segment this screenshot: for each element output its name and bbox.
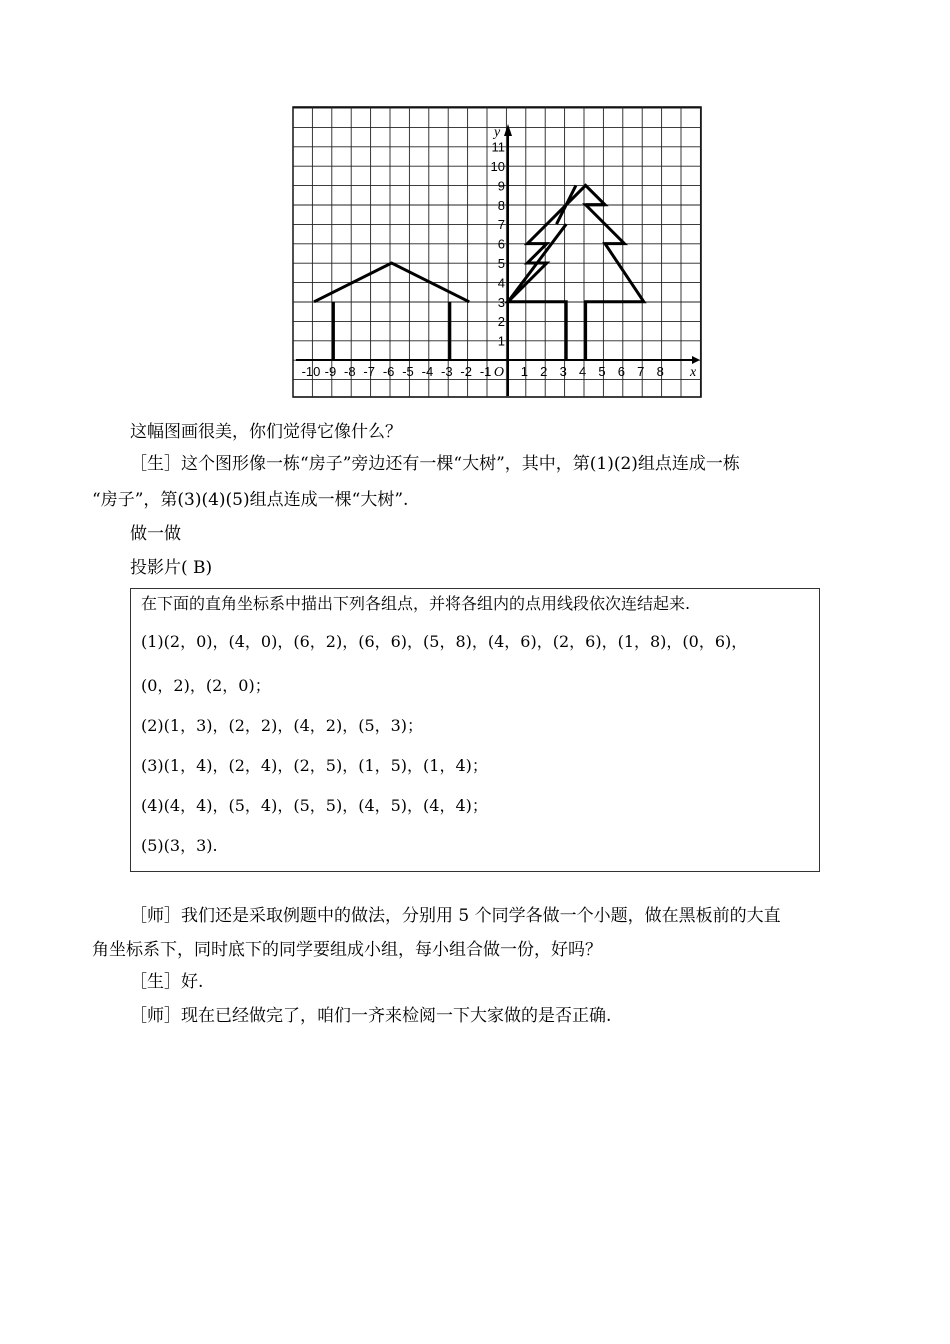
exercise-group-1-cont: (0，2)，(2，0)； bbox=[141, 676, 271, 695]
x-tick-label: -4 bbox=[421, 364, 434, 379]
paragraph-student-answer-cont: “房子”，第(3)(4)(5)组点连成一棵“大树”. bbox=[92, 490, 409, 510]
x-tick-label: -8 bbox=[344, 364, 356, 379]
y-tick-label: 2 bbox=[497, 314, 505, 330]
paragraph-teacher-1-cont: 角坐标系下，同时底下的同学要组成小组，每小组合做一份，好吗？ bbox=[92, 940, 602, 960]
x-tick-label: 1 bbox=[520, 364, 529, 379]
coordinate-figure bbox=[292, 106, 702, 398]
x-tick-label: 7 bbox=[637, 364, 645, 379]
origin-label: O bbox=[493, 365, 504, 380]
x-axis-label: x bbox=[690, 365, 697, 380]
x-tick-label: -5 bbox=[402, 364, 414, 379]
y-tick-label: 11 bbox=[491, 139, 505, 155]
paragraph-question: 这幅图画很美，你们觉得它像什么？ bbox=[130, 422, 402, 442]
y-axis-label: y bbox=[494, 125, 501, 140]
exercise-group-3: (3)(1，4)，(2，4)，(2，5)，(1，5)，(1，4)； bbox=[141, 756, 488, 775]
y-tick-label: 5 bbox=[497, 256, 505, 271]
y-tick-label: 10 bbox=[490, 159, 505, 174]
exercise-instruction: 在下面的直角坐标系中描出下列各组点，并将各组内的点用线段依次连结起来. bbox=[141, 594, 691, 613]
x-tick-label: -9 bbox=[324, 364, 337, 379]
x-tick-label: -7 bbox=[363, 364, 375, 379]
y-tick-label: 8 bbox=[497, 197, 505, 213]
x-tick-label: 3 bbox=[559, 364, 567, 379]
x-tick-label: -2 bbox=[460, 364, 472, 379]
x-tick-label: -1 bbox=[479, 364, 492, 379]
x-tick-label: 8 bbox=[656, 364, 664, 379]
y-tick-label: 7 bbox=[497, 217, 505, 233]
x-tick-label: -10 bbox=[301, 364, 321, 379]
exercise-box bbox=[130, 588, 820, 872]
x-tick-label: 5 bbox=[598, 364, 606, 379]
drawn-shapes bbox=[314, 185, 644, 360]
exercise-group-2: (2)(1，3)，(2，2)，(4，2)，(5，3)； bbox=[141, 716, 424, 735]
x-axis-arrow bbox=[692, 356, 700, 364]
paragraph-student-answer: ［生］这个图形像一栋“房子”旁边还有一棵“大树”，其中，第(1)(2)组点连成一栋 bbox=[130, 454, 740, 474]
x-tick-label: 4 bbox=[578, 364, 587, 379]
y-tick-label: 1 bbox=[497, 333, 505, 349]
paragraph-teacher-2: ［师］现在已经做完了，咱们一齐来检阅一下大家做的是否正确. bbox=[130, 1006, 612, 1026]
y-tick-label: 9 bbox=[497, 178, 505, 194]
y-tick-label: 6 bbox=[497, 236, 505, 252]
slide-label: 投影片( B) bbox=[130, 558, 213, 578]
exercise-group-5: (5)(3，3). bbox=[141, 836, 218, 855]
y-tick-label: 3 bbox=[497, 294, 505, 310]
y-axis-arrow bbox=[504, 124, 512, 136]
exercise-group-1: (1)(2，0)，(4，0)，(6，2)，(6，6)，(5，8)，(4，6)，(2，6)，(1，8)，(0，6)， bbox=[141, 632, 748, 651]
tick-labels bbox=[302, 125, 697, 380]
paragraph-teacher-1: ［师］我们还是采取例题中的做法，分别用 5 个同学各做一个小题，做在黑板前的大直 bbox=[130, 906, 781, 926]
heading-do-it: 做一做 bbox=[130, 524, 181, 544]
x-tick-label: 6 bbox=[617, 364, 626, 379]
x-tick-label: -3 bbox=[441, 364, 453, 379]
y-tick-label: 4 bbox=[497, 275, 505, 291]
x-tick-label: 2 bbox=[540, 364, 548, 379]
paragraph-student-ok: ［生］好. bbox=[130, 972, 204, 992]
exercise-group-4: (4)(4，4)，(5，4)，(5，5)，(4，5)，(4，4)； bbox=[141, 796, 488, 815]
x-tick-label: -6 bbox=[382, 364, 395, 379]
